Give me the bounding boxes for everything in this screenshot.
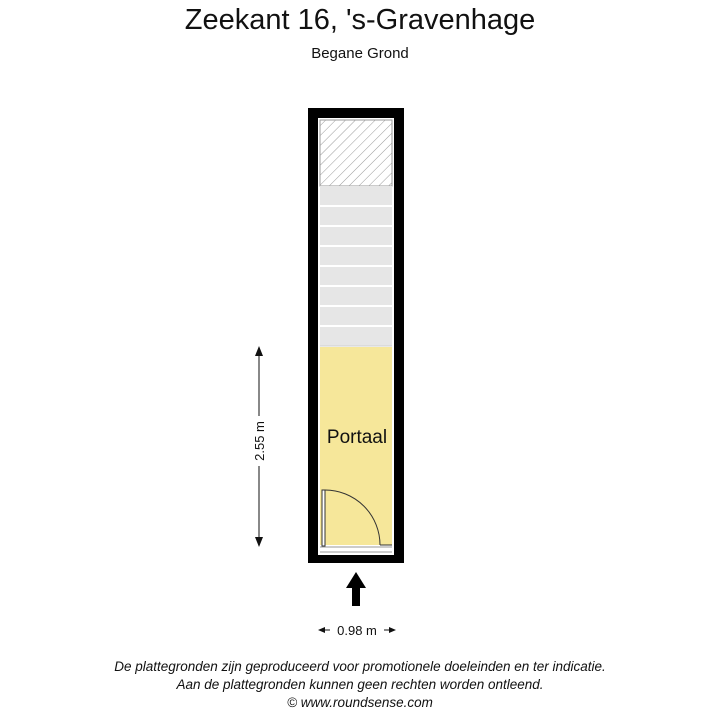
disclaimer-line-2: Aan de plattegronden kunnen geen rechten worden ontleend. — [176, 677, 544, 692]
dimension-arrow-top — [255, 346, 263, 356]
page-title: Zeekant 16, 's-Gravenhage — [184, 4, 536, 36]
dimension-arrow-right — [389, 627, 396, 633]
disclaimer-line-1: De plattegronden zijn geproduceerd voor promotionele doeleinden en ter indicatie. — [114, 659, 606, 674]
copyright-line: © www.roundsense.com — [287, 695, 433, 710]
entrance-arrow-icon — [346, 572, 366, 606]
room-label-portaal: Portaal — [326, 427, 388, 448]
floor-subtitle: Begane Grond — [311, 45, 409, 62]
dimension-arrow-left — [318, 627, 325, 633]
door-leaf — [322, 490, 325, 546]
staircase — [320, 186, 392, 346]
height-dimension — [251, 346, 267, 547]
disclaimer-footer — [0, 658, 720, 712]
width-dimension — [318, 623, 396, 638]
hatched-void — [320, 120, 392, 186]
dimension-arrow-bottom — [255, 537, 263, 547]
height-dimension-label: 2.55 m — [252, 421, 267, 461]
width-dimension-label: 0.98 m — [337, 623, 377, 638]
